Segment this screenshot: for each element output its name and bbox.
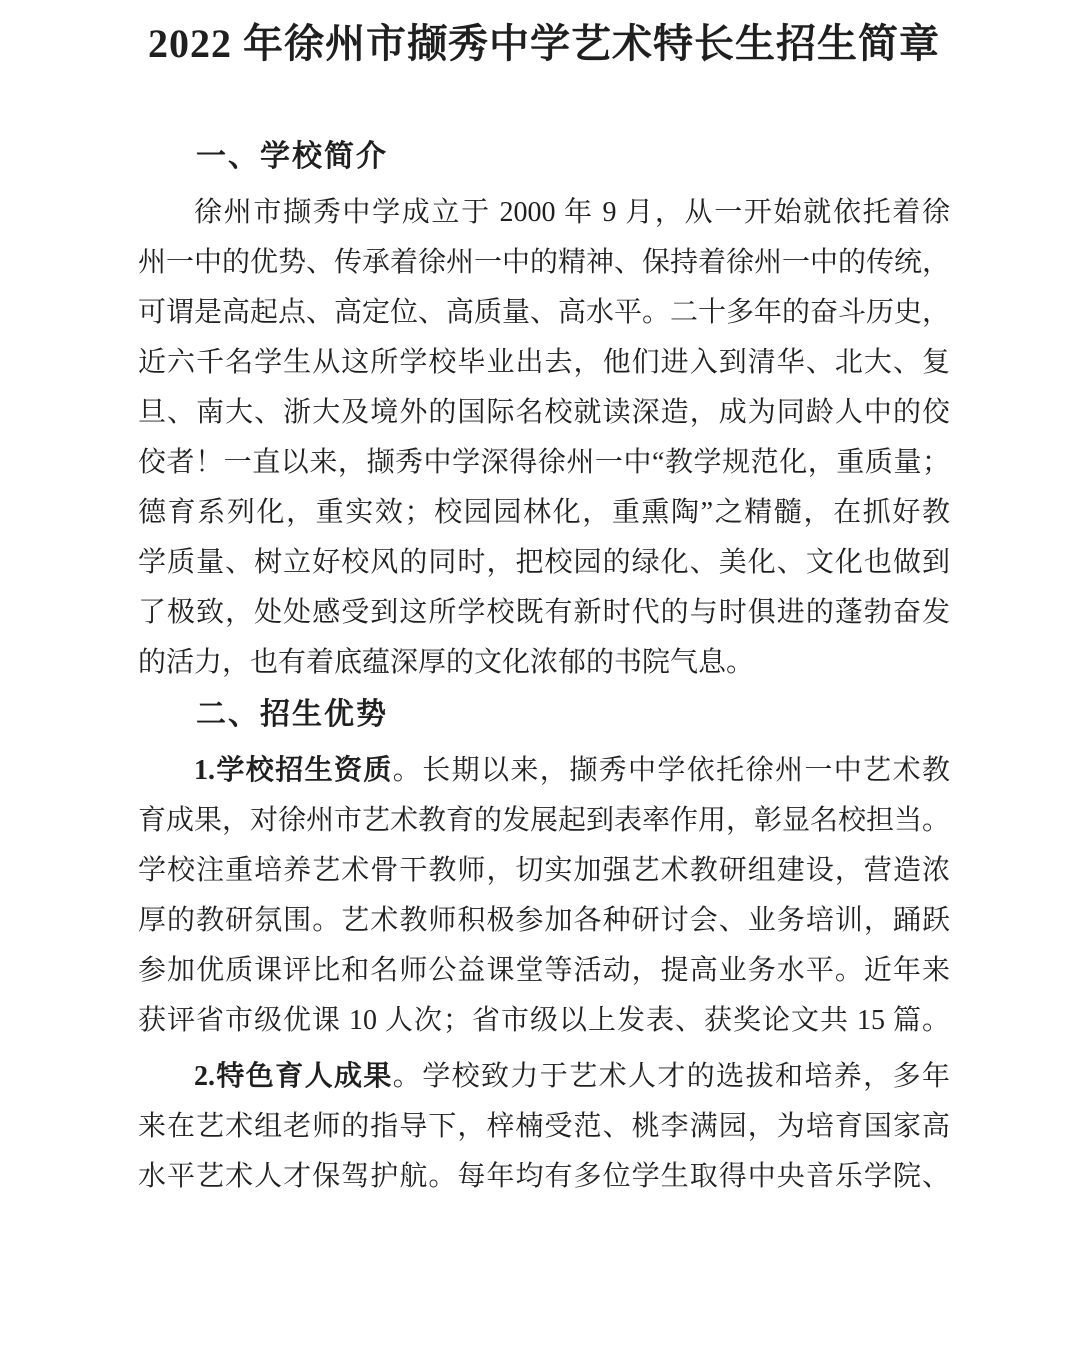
text-run: 。长期以来，撷秀中学依托徐州一中艺术教 <box>392 755 950 786</box>
paragraph-education-results <box>138 1052 950 1202</box>
text-line: 的活力，也有着底蕴深厚的文化浓郁的书院气息。 <box>138 647 755 678</box>
text-line: 可谓是高起点、高定位、高质量、高水平。二十多年的奋斗历史， <box>138 297 951 328</box>
text-run: 。学校致力于艺术人才的选拔和培养，多年 <box>392 1061 950 1092</box>
text-line: 水平艺术人才保驾护航。每年均有多位学生取得中央音乐学院、 <box>138 1161 950 1192</box>
section-1-heading: 一、学校简介 <box>196 140 388 173</box>
text-line: 来在艺术组老师的指导下，梓楠受范、桃李满园，为培育国家高 <box>138 1111 950 1142</box>
text-line: 了极致，处处感受到这所学校既有新时代的与时俱进的蓬勃奋发 <box>138 597 950 628</box>
text-line <box>138 746 950 796</box>
section-2-heading: 二、招生优势 <box>196 698 388 731</box>
paragraph-enrollment-qualification <box>138 746 950 1046</box>
text-line: 德育系列化，重实效；校园园林化，重熏陶”之精髓，在抓好教 <box>138 497 950 528</box>
text-line: 徐州市撷秀中学成立于 2000 年 9 月，从一开始就依托着徐 <box>194 197 950 228</box>
text-line: 学质量、树立好校风的同时，把校园的绿化、美化、文化也做到 <box>138 547 950 578</box>
text-line: 厚的教研氛围。艺术教师积极参加各种研讨会、业务培训，踊跃 <box>138 905 950 936</box>
text-line: 州一中的优势、传承着徐州一中的精神、保持着徐州一中的传统， <box>138 247 951 278</box>
bold-lead-qualification: 1.学校招生资质 <box>194 755 393 786</box>
text-line: 近六千名学生从这所学校毕业出去，他们进入到清华、北大、复 <box>138 347 950 378</box>
text-line: 参加优质课评比和名师公益课堂等活动，提高业务水平。近年来 <box>138 955 950 986</box>
document-title: 2022 年徐州市撷秀中学艺术特长生招生简章 <box>148 21 940 66</box>
text-line: 学校注重培养艺术骨干教师，切实加强艺术教研组建设，营造浓 <box>138 855 950 886</box>
text-line: 育成果，对徐州市艺术教育的发展起到表率作用，彰显名校担当。 <box>138 805 951 836</box>
text-line: 佼者！一直以来，撷秀中学深得徐州一中“教学规范化，重质量； <box>138 447 950 478</box>
text-line <box>138 1052 950 1102</box>
text-line: 旦、南大、浙大及境外的国际名校就读深造，成为同龄人中的佼 <box>138 397 950 428</box>
text-line: 获评省市级优课 10 人次；省市级以上发表、获奖论文共 15 篇。 <box>138 1005 950 1036</box>
bold-lead-results: 2.特色育人成果 <box>194 1061 393 1092</box>
paragraph-school-intro <box>138 188 950 688</box>
